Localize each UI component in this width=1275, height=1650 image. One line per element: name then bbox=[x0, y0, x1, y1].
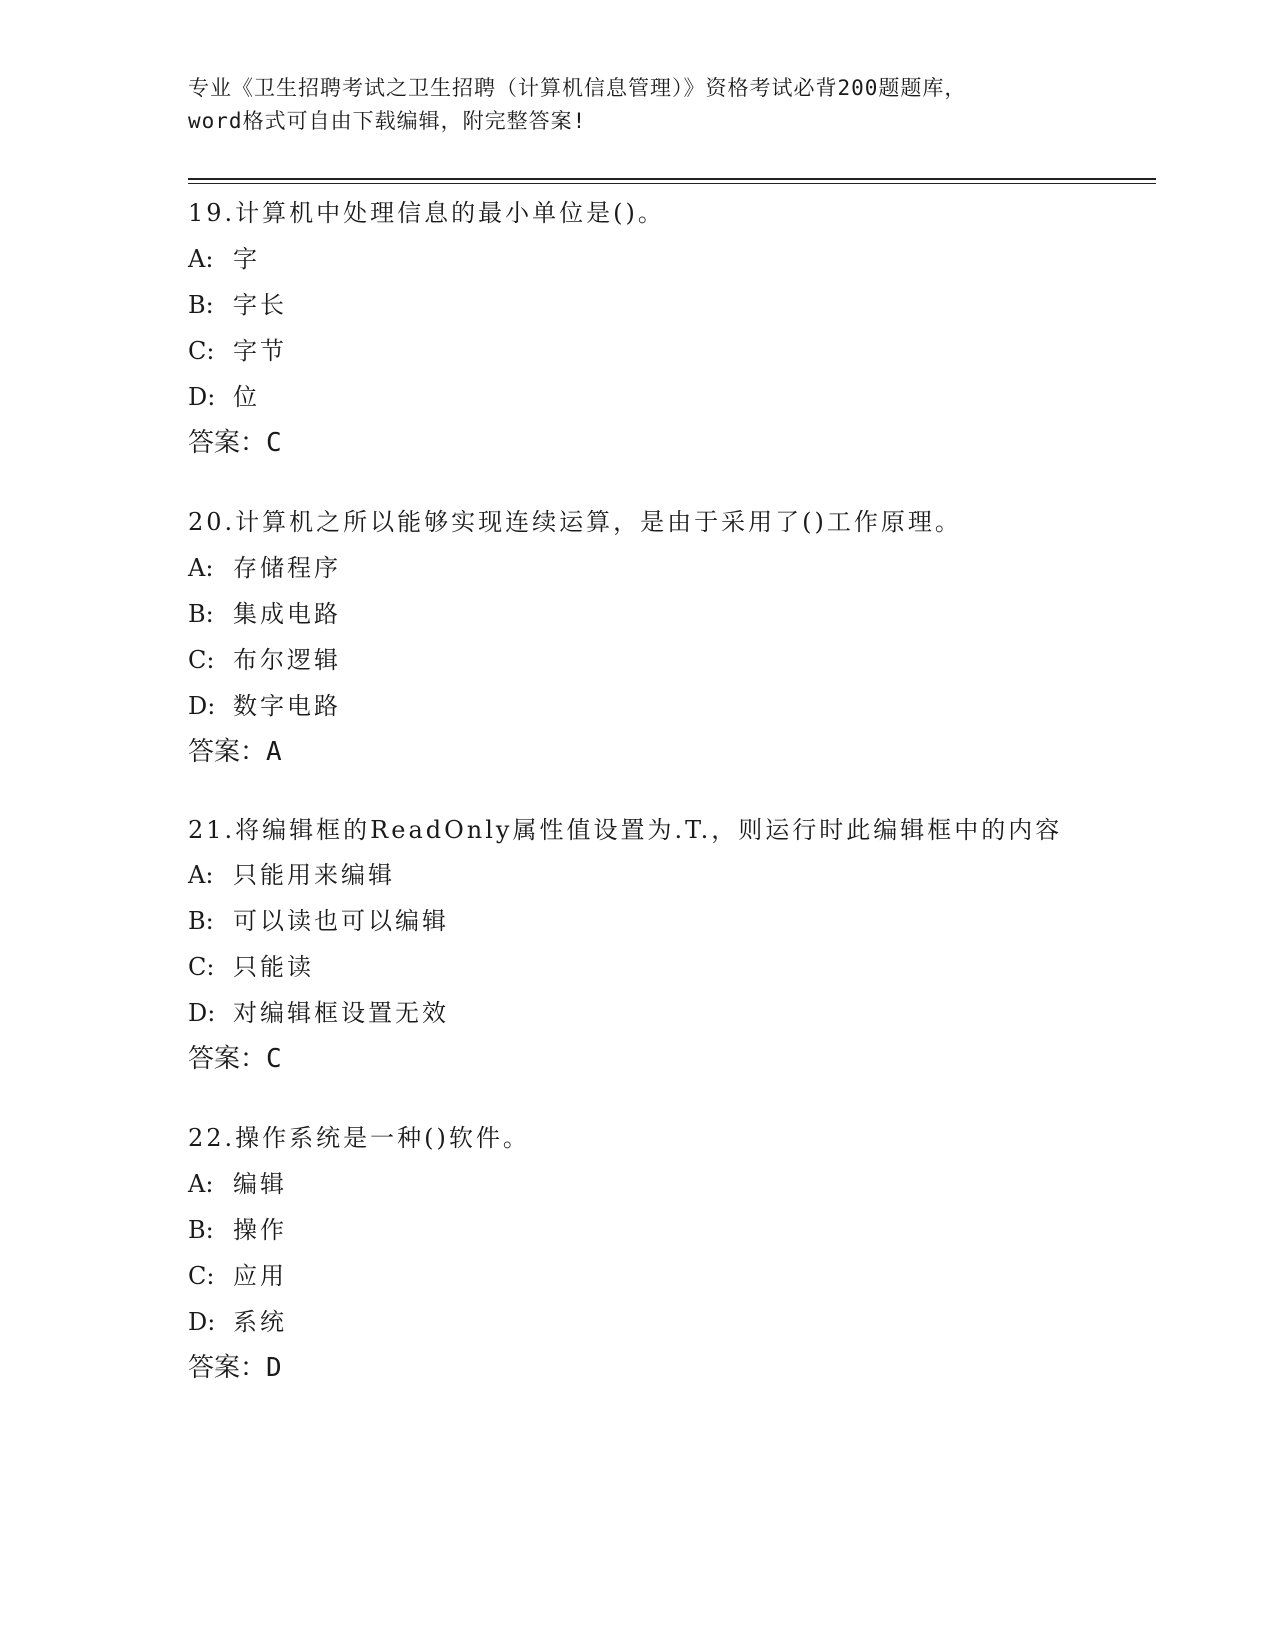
option-text: 应用 bbox=[233, 1262, 287, 1290]
answer-line: 答案：C bbox=[188, 428, 282, 458]
answer-line: 答案：A bbox=[188, 737, 282, 767]
option-letter: C: bbox=[188, 1262, 215, 1290]
option-b bbox=[188, 898, 1158, 944]
option-c bbox=[188, 1253, 1158, 1299]
option-c bbox=[188, 944, 1158, 990]
question-title: 22.操作系统是一种()软件。 bbox=[188, 1124, 530, 1152]
option-text: 数字电路 bbox=[233, 692, 341, 720]
option-letter: B: bbox=[188, 907, 214, 935]
option-text: 集成电路 bbox=[233, 600, 341, 628]
option-d bbox=[188, 374, 1158, 420]
option-b bbox=[188, 282, 1158, 328]
answer-line: 答案：C bbox=[188, 1044, 282, 1074]
header-line-2: word格式可自由下载编辑，附完整答案! bbox=[188, 109, 587, 133]
option-letter: A: bbox=[188, 554, 214, 582]
option-text: 存储程序 bbox=[233, 554, 341, 582]
option-letter: A: bbox=[188, 245, 214, 273]
option-c bbox=[188, 328, 1158, 374]
header-line-1: 专业《卫生招聘考试之卫生招聘（计算机信息管理）》资格考试必背200题题库， bbox=[188, 76, 967, 100]
question-title: 21.将编辑框的ReadOnly属性值设置为.T.，则运行时此编辑框中的内容 bbox=[188, 816, 1063, 844]
option-text: 布尔逻辑 bbox=[233, 646, 341, 674]
option-text: 字节 bbox=[233, 337, 287, 365]
question-list bbox=[188, 190, 1158, 1391]
question-title: 19.计算机中处理信息的最小单位是()。 bbox=[188, 199, 665, 227]
option-letter: D: bbox=[188, 1308, 216, 1336]
option-letter: B: bbox=[188, 600, 214, 628]
question-21 bbox=[188, 808, 1158, 1082]
option-a bbox=[188, 545, 1158, 591]
option-letter: C: bbox=[188, 646, 215, 674]
option-a bbox=[188, 852, 1158, 898]
option-letter: A: bbox=[188, 1170, 214, 1198]
option-letter: C: bbox=[188, 953, 215, 981]
document-header bbox=[188, 72, 1158, 138]
option-text: 可以读也可以编辑 bbox=[233, 907, 449, 935]
option-text: 只能读 bbox=[233, 953, 314, 981]
option-d bbox=[188, 990, 1158, 1036]
option-letter: B: bbox=[188, 291, 214, 319]
question-title: 20.计算机之所以能够实现连续运算，是由于采用了()工作原理。 bbox=[188, 508, 962, 536]
question-19 bbox=[188, 190, 1158, 466]
option-letter: D: bbox=[188, 383, 216, 411]
option-letter: D: bbox=[188, 999, 216, 1027]
option-text: 位 bbox=[233, 383, 260, 411]
option-text: 字长 bbox=[233, 291, 287, 319]
question-20 bbox=[188, 499, 1158, 775]
option-text: 对编辑框设置无效 bbox=[233, 999, 449, 1027]
option-letter: B: bbox=[188, 1216, 214, 1244]
option-text: 编辑 bbox=[233, 1170, 287, 1198]
option-letter: D: bbox=[188, 692, 216, 720]
option-d bbox=[188, 683, 1158, 729]
option-d bbox=[188, 1299, 1158, 1345]
option-b bbox=[188, 591, 1158, 637]
option-b bbox=[188, 1207, 1158, 1253]
option-text: 字 bbox=[233, 245, 260, 273]
question-22 bbox=[188, 1115, 1158, 1391]
header-divider bbox=[188, 178, 1156, 184]
option-a bbox=[188, 1161, 1158, 1207]
document-page bbox=[188, 72, 1158, 1424]
option-letter: C: bbox=[188, 337, 215, 365]
option-letter: A: bbox=[188, 861, 214, 889]
option-text: 系统 bbox=[233, 1308, 287, 1336]
option-a bbox=[188, 236, 1158, 282]
option-c bbox=[188, 637, 1158, 683]
option-text: 操作 bbox=[233, 1216, 287, 1244]
answer-line: 答案：D bbox=[188, 1353, 282, 1383]
option-text: 只能用来编辑 bbox=[233, 861, 395, 889]
